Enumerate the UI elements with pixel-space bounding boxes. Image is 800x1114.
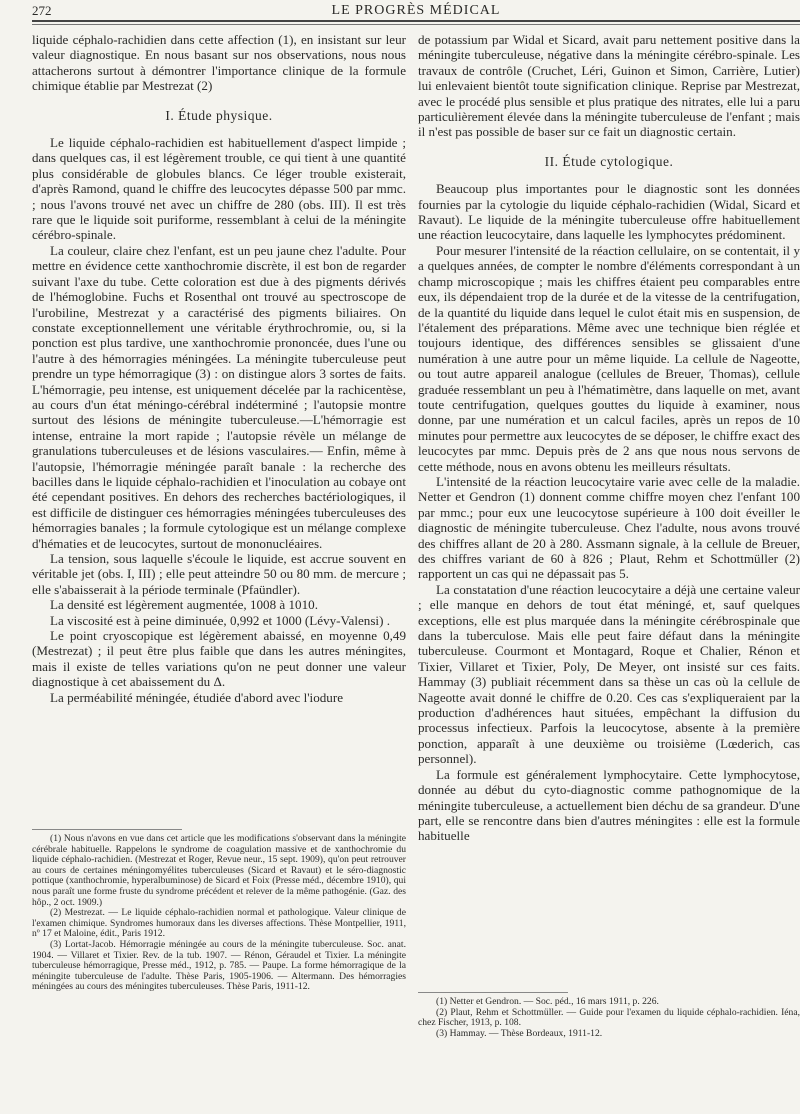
header-rule-thin: [32, 24, 800, 25]
left-paragraph-viscosity: La viscosité est à peine diminuée, 0,992 et 1000 (Lévy-Valensi) .: [50, 612, 390, 628]
header-rule: [32, 20, 800, 22]
right-column: [418, 32, 800, 844]
footnote: (1) Netter et Gendron. — Soc. péd., 16 mars 1911, p. 226.: [436, 996, 659, 1007]
left-paragraph-cryoscopy: Le point cryoscopique est légèrement abaissé, en moyenne 0,49 (Mestrezat) ; il peut être plus faible que dans les autres méningites, mais il existe de telles variations qu'on ne peut donner une valeur diagnostique à cet abaissement du Δ.: [32, 628, 406, 690]
right-paragraph-2: Beaucoup plus importantes pour le diagnostic sont les données fournies par la cytologie du liquide céphalo-rachidien (Widal, Sicard et Ravaut). Le liquide de la méningite tuberculeuse offre habituellement une réaction leucocytaire, dans laquelle les lymphocytes prédominent.: [418, 181, 800, 243]
footnote: (3) Lortat-Jacob. Hémorragie méningée au cours de la méningite tuberculeuse. Soc. anat. 1904. — Villaret et Tixier. Rev. de la tub. 1907. — Rénon, Géraudel et Tixier. La méningite tuberculeuse hémorragique, Presse méd., 1912, p. 785. — Paupe. La forme hémorragique de la méningite tuberculeuse de l'adulte. Thèse Paris, 1905-1906. — Altermann. Des hémorragies méningées au cours des méningites tuberculeuses. Thèse Paris, 1911-12.: [32, 938, 406, 993]
footnote: (1) Nous n'avons en vue dans cet article que les modifications s'observant dans la méningite cérébrale habituelle. Rappelons le syndrome de coagulation massive et de xanthochromie du liquide céphalo-rachidien. (Mestrezat et Roger, Revue neur., 15 sept. 1909), qu'on peut retrouver au cours de certaines méningomyélites tuberculeuses (Sicard et Ravaut) et le séro-diagnostic pottique (xanthochromie, hyperalbuminose) de Sicard et Foix (Presse méd., décembre 1910), qui nous paraît une forme fruste du syndrome précédent et relever de la même pathogénie. (Gaz. des hôp., 2 oct. 1909.): [32, 833, 406, 908]
left-paragraph-color: La couleur, claire chez l'enfant, est un peu jaune chez l'adulte. Pour mettre en évidence cette xanthochromie discrète, il est bon de regarder suivant l'axe du tube. Cette coloration est due à des pigments dérivés de l'hémoglobine. Fuchs et Rosenthal ont trouvé au spectroscope de l'urobiline, Mestrezat y a caractérisé des pigments biliaires. On constate exceptionnellement une véritable érythrochromie, ou, si la ponction est plus tardive, une xanthochromie prononcée, dues l'une ou l'autre à des hémorragies méningées. La méningite tuberculeuse peut prendre un type hémorragique (3) : on distingue alors 3 sortes de faits. L'hémorragie, peu intense, est uniquement décelée par la rachicentèse, au cours d'un état méningo-cérébral indéterminé ; l'autopsie montre surtout des lésions de méningite tuberculeuse.—L'hémorragie est intense, entraine la mort rapide ; l'autopsie révèle un mélange de granulations tuberculeuses et de lésions vasculaires.— Enfin, même à l'autopsie, l'hémorragie méningée paraît banale : la recherche des bacilles dans le liquide céphalo-rachidien et l'inoculation au cobaye ont été cependant positives. En dehors des recherches bactériologiques, il est difficile de distinguer ces hémorragies méningées tuberculeuses des hémorragies banales ; la formule cytologique est un mélange complexe d'hématies et de leucocytes, surtout de mononucléaires.: [32, 242, 406, 551]
section-heading-physical: I. Étude physique.: [165, 107, 273, 123]
right-paragraph-5: La constatation d'une réaction leucocytaire a déjà une certaine valeur ; elle manque en dehors de tout état méningé, et, sauf quelques exceptions, elle est plus marquée dans la méningite cérébrospinale que dans la tuberculose. Mais elle peut faire défaut dans la méningite tuberculeuse. Courmont et Montagard, Roque et Chalier, Rénon et Tixier, Villaret et Tixier, Poly, De Meyer, ont insisté sur ces faits. Hammay (3) publiait récemment dans sa thèse un cas où la cellule de Nageotte avait donné le chiffre de 0.20. Ces cas s'expliqueraient par la production d'adhérences haut situées, empêchant la diffusion du processus infectieux. Parfois la leucocytose, absente à la première ponction, apparaît à une deuxième ou troisième (Lœderich, cas personnel).: [418, 581, 800, 767]
left-paragraph-2: Le liquide céphalo-rachidien est habituellement d'aspect limpide ; dans quelques cas, il est légèrement trouble, ce qui tient à une quantité plus considérable de globules blancs. Ce léger trouble existerait, d'après Ramond, quand le chiffre des leucocytes dépasse 500 par mmc. ; nous l'avons trouvé net avec un chiffre de 280 (obs. III). Il est très rare que le liquide soit puriforme, ressemblant à celui de la méningite cérébro-spinale.: [32, 135, 406, 243]
right-footnotes: [418, 986, 800, 1039]
left-column: [32, 32, 406, 705]
left-paragraph-1: liquide céphalo-rachidien dans cette affection (1), en insistant sur leur valeur diagnostique. En nous basant sur nos observations, nous nous attacherons surtout à démontrer l'importance clinique de la formule chimique établie par Mestrezat (2): [32, 32, 406, 94]
page-header: [32, 0, 800, 22]
left-paragraph-tension: La tension, sous laquelle s'écoule le liquide, est accrue souvent en véritable jet (obs. I, III) ; elle peut atteindre 50 ou 80 mm. de mercure ; elle s'abaisserait à la période terminale (Pfaündler).: [32, 551, 406, 597]
footnote-separator: [418, 992, 568, 993]
footnote: (3) Hammay. — Thèse Bordeaux, 1911-12.: [436, 1027, 603, 1039]
left-footnotes: [32, 823, 406, 993]
running-title: LE PROGRÈS MÉDICAL: [331, 3, 501, 18]
footnote-separator: [32, 829, 182, 830]
section-heading-cytology: II. Étude cytologique.: [544, 153, 674, 169]
footnote: (2) Mestrezat. — Le liquide céphalo-rachidien normal et pathologique. Valeur clinique de l'examen chimique. Syndromes humoraux dans les diverses affections. Thèse Montpellier, 1911, nº 17 et Maloine, édit., Paris 1912.: [32, 907, 406, 940]
right-paragraph-1: de potassium par Widal et Sicard, avait paru nettement positive dans la méningite tuberculeuse, négative dans la méningite cérébro-spinale. Les travaux de contrôle (Cruchet, Léri, Guinon et Simon, Carrière, Lutier) lui enlevaient bientôt toute signification clinique. Reprise par Mestrezat, avec le procédé plus sensible et plus pratique des nitrates, elle lui a paru particulièrement élevée dans la méningite tuberculeuse de l'enfant ; mais il n'est pas possible de baser sur ce fait un diagnostic certain.: [418, 32, 800, 140]
left-paragraph-density: La densité est légèrement augmentée, 1008 à 1010.: [50, 597, 318, 613]
right-paragraph-formula: La formule est généralement lymphocytaire. Cette lymphocytose, donnée au début du cyto-diagnostic comme pathognomique de la méningite tuberculeuse, a actuellement bien déchu de sa grandeur. D'une part, elle se rencontre dans bien d'autres méningites : elle est la formule habituelle: [418, 766, 800, 844]
left-paragraph-permeability: La perméabilité méningée, étudiée d'abord avec l'iodure: [50, 689, 344, 705]
page-number: 272: [32, 3, 52, 18]
footnote: (2) Plaut, Rehm et Schottmüller. — Guide pour l'examen du liquide céphalo-rachidien. Iéna, chez Fischer, 1913, p. 108.: [418, 1006, 800, 1029]
right-paragraph-3: Pour mesurer l'intensité de la réaction cellulaire, on se contentait, il y a quelques années, de compter le nombre d'éléments correspondant à un champ microscopique ; mais les chiffres étaient peu comparables entre eux, ils dépendaient trop de la durée et de la vitesse de la centrifugation, de la quantité du liquide dans lequel le culot était mis en suspension, de l'étalement des préparations. Même avec une technique bien réglée et toujours identique, des différences sensibles se glissaient d'une numération à une autre pour un même liquide. La cellule de Nageotte, ou tout autre appareil analogue (cellules de Breuer, Thomas), cellule graduée ressemblant un peu à l'hématimètre, dans laquelle on met, avant toute centrifugation, quelques gouttes du liquide à examiner, nous donne, par une numération et un calcul faciles, après un repos de 10 minutes pour permettre aux leucocytes de se déposer, le chiffre exact des leucocytes par mmc. Depuis près de 2 ans que nous nous servons de cette méthode, nous en avons obtenu les meilleurs résultats.: [418, 242, 800, 474]
right-paragraph-intensity: L'intensité de la réaction leucocytaire varie avec celle de la maladie. Netter et Gendron (1) donnent comme chiffre moyen chez l'enfant 100 par mmc.; pour eux une leucocytose supérieure à 100 doit éveiller le diagnostic de méningite tuberculeuse. Chez l'adulte, nous avons trouvé des chiffres allant de 20 à 280. Assmann signale, à la cellule de Breuer, des chiffres variant de 60 à 826 ; Plaut, Rehm et Schottmüller (2) rapportent un cas qui ne dépassait pas 5.: [418, 473, 800, 582]
